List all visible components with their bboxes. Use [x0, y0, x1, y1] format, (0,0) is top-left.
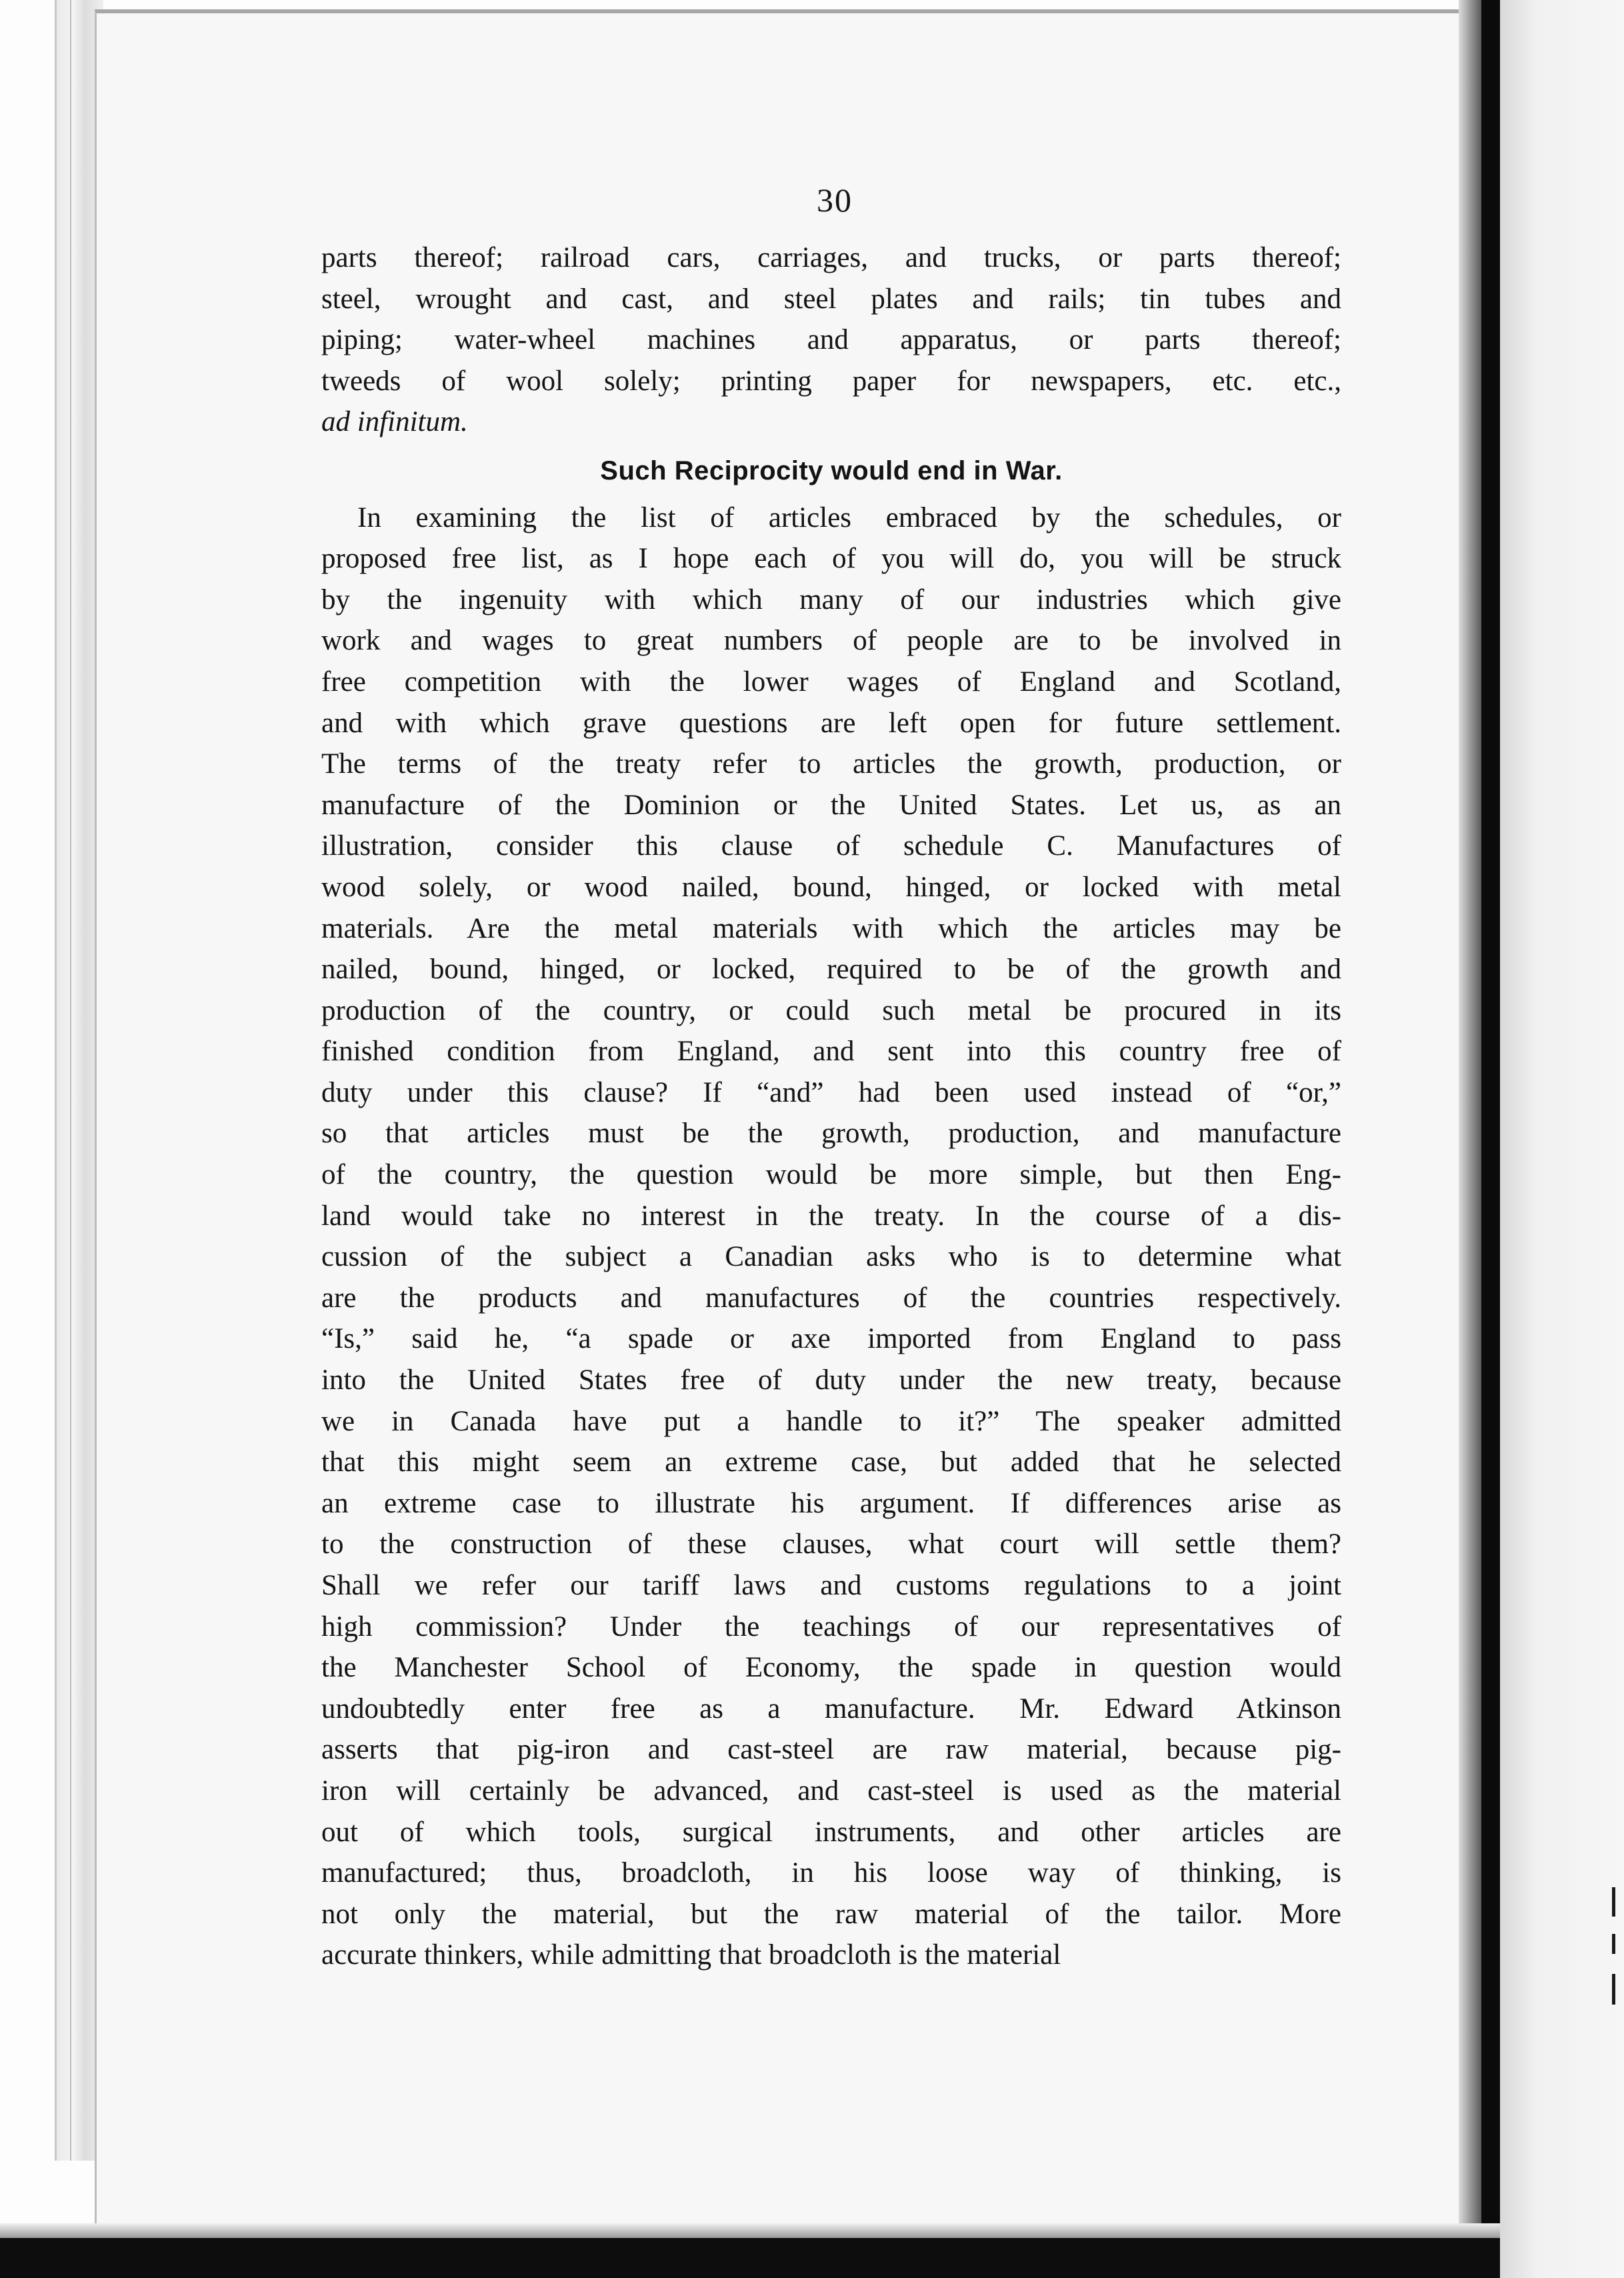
text-line-italic: ad infinitum. — [321, 406, 468, 438]
text-line: we in Canada have put a handle to it?” The speaker admitted — [321, 1405, 1341, 1437]
text-line: free competition with the lower wages of England and Scotland, — [321, 666, 1341, 698]
text-line: land would take no interest in the treaty. In the course of a dis- — [321, 1200, 1341, 1232]
text-line: “Is,” said he, “a spade or axe imported from England to pass — [321, 1323, 1341, 1355]
gutter-shadow — [1459, 0, 1481, 2231]
text-line: an extreme case to illustrate his argument. If differences arise as — [321, 1487, 1341, 1519]
text-line: materials. Are the metal materials with which the articles may be — [321, 912, 1341, 944]
text-line: Shall we refer our tariff laws and customs regulations to a joint — [321, 1570, 1341, 1601]
text-line: parts thereof; railroad cars, carriages, and trucks, or parts thereof; — [321, 242, 1341, 273]
text-line: tweeds of wool solely; printing paper for newspapers, etc. etc., — [321, 365, 1341, 397]
paragraph-first-line — [321, 497, 1341, 539]
text-line: duty under this clause? If “and” had been used instead of “or,” — [321, 1076, 1341, 1108]
paragraph-first-line-text: In examining the list of articles embraced by the schedules, or — [357, 501, 1341, 533]
text-line: finished condition from England, and sent into this country free of — [321, 1036, 1341, 1068]
text-line: manufacture of the Dominion or the United States. Let us, as an — [321, 789, 1341, 821]
text-line: by the ingenuity with which many of our industries which give — [321, 584, 1341, 616]
text-line: illustration, consider this clause of schedule C. Manufactures of — [321, 830, 1341, 862]
facing-page-text-fragments — [1612, 1887, 1624, 2021]
text-line: asserts that pig-iron and cast-steel are raw material, because pig- — [321, 1734, 1341, 1766]
text-line: not only the material, but the raw material of the tailor. More — [321, 1898, 1341, 1930]
text-line: accurate thinkers, while admitting that broadcloth is the material — [321, 1939, 1061, 1971]
text-line: production of the country, or could such metal be procured in its — [321, 994, 1341, 1026]
text-line: iron will certainly be advanced, and cast-steel is used as the material — [321, 1775, 1341, 1807]
text-line: cussion of the subject a Canadian asks who is to determine what — [321, 1241, 1341, 1273]
text-line: work and wages to great numbers of people are to be involved in — [321, 625, 1341, 657]
text-line: to the construction of these clauses, what court will settle them? — [321, 1528, 1341, 1560]
text-line: piping; water-wheel machines and apparatus, or parts thereof; — [321, 324, 1341, 356]
text-line: so that articles must be the growth, production, and manufacture — [321, 1118, 1341, 1150]
facing-page-edge — [1500, 0, 1624, 2278]
text-line: undoubtedly enter free as a manufacture. Mr. Edward Atkinson — [321, 1692, 1341, 1725]
text-line: wood solely, or wood nailed, bound, hinged, or locked with metal — [321, 871, 1341, 903]
page-number: 30 — [817, 181, 853, 219]
text-line: nailed, bound, hinged, or locked, required to be of the growth and — [321, 954, 1341, 986]
text-line: are the products and manufactures of the countries respectively. — [321, 1282, 1341, 1314]
text-line: into the United States free of duty under the new treaty, because — [321, 1364, 1341, 1396]
text-line: that this might seem an extreme case, but added that he selected — [321, 1446, 1341, 1478]
text-line: proposed free list, as I hope each of you will do, you will be struck — [321, 543, 1341, 575]
text-line: of the country, the question would be more simple, but then Eng- — [321, 1159, 1341, 1191]
text-lines — [321, 237, 1341, 1976]
text-line: out of which tools, surgical instruments, and other articles are — [321, 1816, 1341, 1848]
text-line: The terms of the treaty refer to articles the growth, production, or — [321, 748, 1341, 780]
text-line: high commission? Under the teachings of our representatives of — [321, 1610, 1341, 1642]
text-line: the Manchester School of Economy, the spade in question would — [321, 1652, 1341, 1684]
scan-bottom-border — [0, 2238, 1500, 2278]
text-line: and with which grave questions are left open for future settlement. — [321, 707, 1341, 739]
section-heading: Such Reciprocity would end in War. — [600, 455, 1063, 485]
text-line: steel, wrought and cast, and steel plates and rails; tin tubes and — [321, 283, 1341, 315]
binding-gutter — [1481, 0, 1500, 2278]
page-text-block — [321, 180, 1341, 1976]
text-line: manufactured; thus, broadcloth, in his loose way of thinking, is — [321, 1857, 1341, 1889]
